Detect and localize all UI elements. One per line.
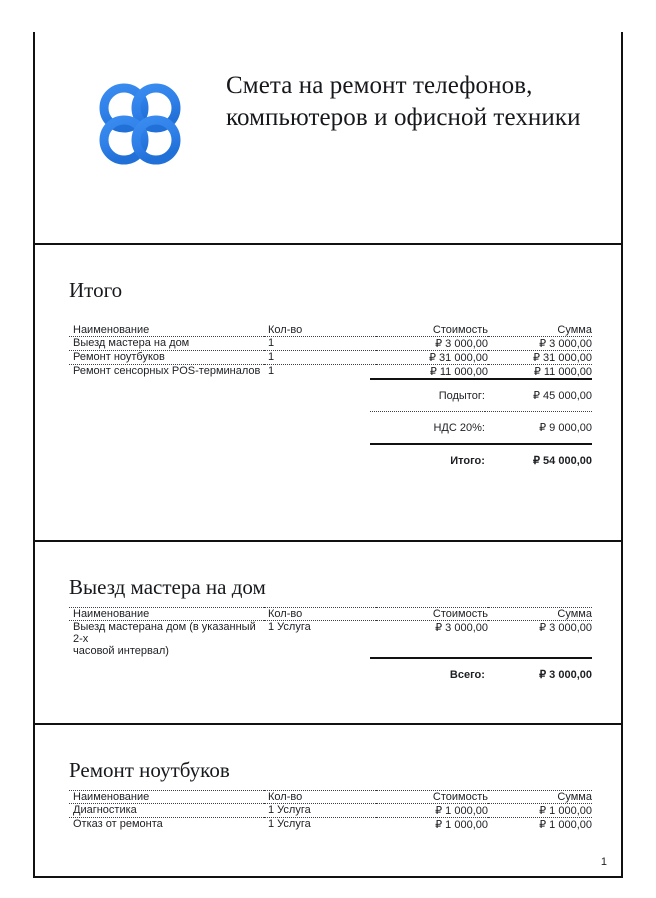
column-header-name: Наименование xyxy=(69,791,264,804)
table-row xyxy=(69,818,592,832)
cell-qty: 1 Услуга xyxy=(264,804,376,818)
section-vyezd-mastera xyxy=(35,540,621,723)
cell-name-line1: Выезд мастерана дом (в указанный 2-х xyxy=(73,621,256,646)
column-header-price: Стоимость xyxy=(432,324,488,337)
totals-label: Подытог: xyxy=(370,379,485,412)
cell-qty: 1 xyxy=(264,365,376,379)
table-body xyxy=(69,804,592,832)
column-header-sum: Сумма xyxy=(557,324,592,337)
column-header-name: Наименование xyxy=(73,324,150,337)
section-title: Ремонт ноутбуков xyxy=(69,758,230,782)
page-number: 1 xyxy=(600,856,607,868)
cell-price: ₽ 1 000,00 xyxy=(376,818,488,832)
totals-row-vat xyxy=(69,412,592,445)
service-table xyxy=(69,607,592,657)
table-row xyxy=(69,621,592,658)
section-title: Выезд мастера на дом xyxy=(69,575,266,599)
cell-price: ₽ 11 000,00 xyxy=(376,365,488,379)
table-row xyxy=(69,804,592,818)
table-row xyxy=(69,365,592,379)
table-header-row xyxy=(69,608,592,621)
cell-price: ₽ 3 000,00 xyxy=(376,621,488,658)
totals-value: ₽ 54 000,00 xyxy=(485,444,592,476)
table-body xyxy=(69,621,592,658)
document-frame xyxy=(33,32,623,878)
column-header-price: Стоимость xyxy=(376,608,488,621)
totals-value: ₽ 3 000,00 xyxy=(485,658,592,690)
document-header xyxy=(35,32,621,243)
cell-name xyxy=(69,621,264,658)
totals-label: Итого: xyxy=(370,444,485,476)
table-header-row xyxy=(69,324,592,337)
cell-name: Выезд мастера на дом xyxy=(69,337,264,351)
section-remont-noutbukov xyxy=(35,723,621,876)
column-header-qty: Кол-во xyxy=(264,791,376,804)
cell-qty: 1 xyxy=(264,351,376,365)
cell-price: ₽ 1 000,00 xyxy=(376,804,488,818)
page-title: Смета на ремонт телефонов, компьютеров и офисной техники xyxy=(226,72,581,131)
cell-name: Ремонт сенсорных POS-терминалов xyxy=(69,365,264,379)
table-row xyxy=(69,337,592,351)
cell-sum: ₽ 31 000,00 xyxy=(488,351,592,365)
totals-value: ₽ 45 000,00 xyxy=(485,379,592,412)
table-row xyxy=(69,351,592,365)
table-header xyxy=(69,791,592,804)
totals-row-grand xyxy=(69,658,592,690)
column-header-qty: Кол-во xyxy=(264,608,376,621)
section-title: Итого xyxy=(69,278,123,302)
clover-logo xyxy=(90,58,208,174)
cell-sum: ₽ 1 000,00 xyxy=(488,804,592,818)
cell-sum: ₽ 3 000,00 xyxy=(488,337,592,351)
cell-qty: 1 Услуга xyxy=(264,818,376,832)
column-header-sum: Сумма xyxy=(488,608,592,621)
cell-name: Ремонт ноутбуков xyxy=(69,351,264,365)
section-itogo xyxy=(35,243,621,540)
totals-label: Всего: xyxy=(370,658,485,690)
cell-sum: ₽ 11 000,00 xyxy=(488,365,592,379)
table-body xyxy=(69,337,592,379)
table-header xyxy=(69,608,592,621)
totals-spacer xyxy=(69,379,370,412)
column-header-sum: Сумма xyxy=(488,791,592,804)
totals-spacer xyxy=(69,658,370,690)
cell-sum: ₽ 3 000,00 xyxy=(488,621,592,658)
totals-spacer xyxy=(69,412,370,445)
totals-table xyxy=(69,378,592,476)
totals-label: НДС 20%: xyxy=(370,412,485,445)
column-header-name: Наименование xyxy=(69,608,264,621)
summary-table xyxy=(69,324,592,378)
cell-qty: 1 xyxy=(264,337,376,351)
table-header-row xyxy=(69,791,592,804)
cell-sum: ₽ 1 000,00 xyxy=(488,818,592,832)
column-header-qty: Кол-во xyxy=(268,324,303,337)
service-table xyxy=(69,790,592,831)
totals-spacer xyxy=(69,444,370,476)
cell-price: ₽ 3 000,00 xyxy=(376,337,488,351)
totals-row-grand xyxy=(69,444,592,476)
totals-row-subtotal xyxy=(69,379,592,412)
cell-qty: 1 Услуга xyxy=(264,621,376,658)
totals-table xyxy=(69,657,592,690)
cell-price: ₽ 31 000,00 xyxy=(376,351,488,365)
totals-value: ₽ 9 000,00 xyxy=(485,412,592,445)
cell-name: Диагностика xyxy=(69,804,264,818)
table-header xyxy=(69,324,592,337)
cell-name-line2: часовой интервал) xyxy=(73,645,169,658)
column-header-price: Стоимость xyxy=(376,791,488,804)
cell-name: Отказ от ремонта xyxy=(69,818,264,832)
